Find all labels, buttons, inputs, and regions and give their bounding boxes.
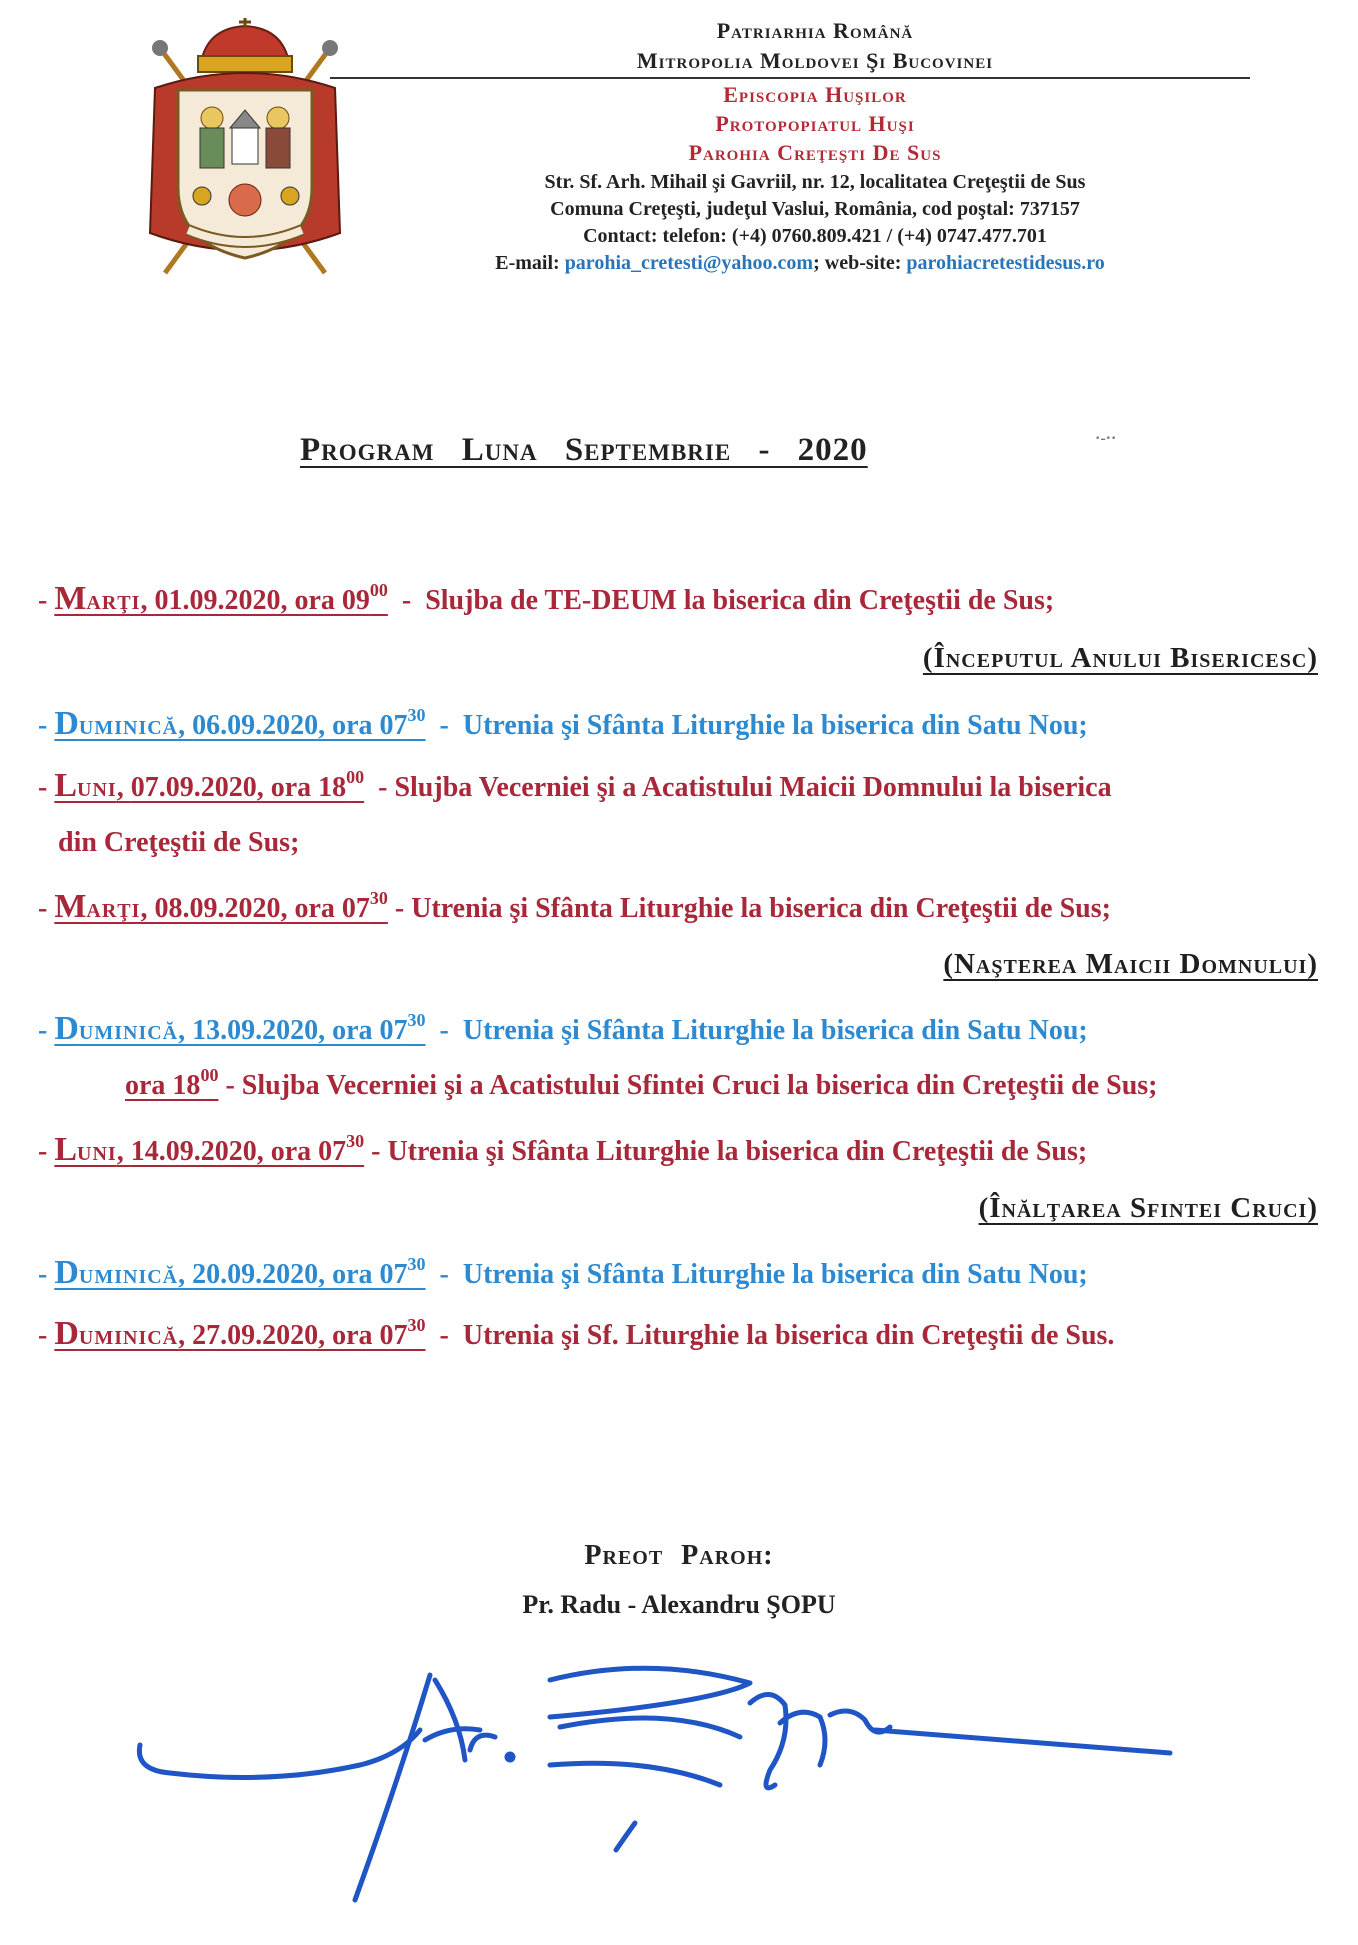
entry-extra-time: ora $18^{00}$	[125, 1065, 219, 1101]
schedule-entry: - Marţi, 08.09.2020, ora $07^{30}$ - Utrenia şi Sfânta Liturghie la biserica din Creţeştii de Sus;	[38, 888, 1111, 925]
entry-date: Marţi, 08.09.2020, ora $07^{30}$	[54, 888, 388, 925]
entry-date: Marţi, 01.09.2020, ora $09^{00}$	[54, 580, 388, 617]
header-parish: Parohia Creţeşti De Sus	[688, 140, 942, 165]
schedule-entry: - Duminică, 06.09.2020, ora $07^{30}$ - Utrenia şi Sfânta Liturghie la biserica din Satu Nou;	[38, 705, 1088, 742]
church-crest-logo	[140, 18, 350, 288]
entry-date: Luni, 07.09.2020, ora $18^{00}$	[54, 767, 365, 804]
email-link[interactable]: parohia_cretesti@yahoo.com	[564, 252, 814, 274]
schedule-entry-extra: ora $18^{00}$ - Slujba Vecerniei şi a Acatistului Sfintei Cruci la biserica din Creţeştii de Sus;	[125, 1065, 1158, 1101]
entry-date: Luni, 14.09.2020, ora $07^{30}$	[54, 1131, 365, 1168]
entry-description: Utrenia şi Sf. Liturghie la biserica din Creţeştii de Sus.	[462, 1320, 1115, 1351]
email-label: E-mail:	[495, 252, 560, 274]
entry-description: Utrenia şi Sfânta Liturghie la biserica din Satu Nou;	[462, 1259, 1088, 1290]
entry-description-continued: din Creţeştii de Sus;	[58, 827, 300, 858]
schedule-entry: - Luni, 14.09.2020, ora $07^{30}$ - Utrenia şi Sfânta Liturghie la biserica din Creţeştii de Sus;	[38, 1131, 1088, 1168]
entry-description: Utrenia şi Sfânta Liturghie la biserica din Satu Nou;	[462, 710, 1088, 741]
signature-name: Pr. Radu - Alexandru ŞOPU	[522, 1590, 836, 1619]
header-contact-phones: Contact: telefon: (+4) 0760.809.421 / (+4) 0747.477.701	[583, 225, 1047, 247]
header-rule	[330, 77, 1250, 79]
handwritten-signature	[130, 1645, 1180, 1945]
header-deanery: Protopopiatul Huşi	[715, 111, 915, 136]
entry-description: Slujba Vecerniei şi a Acatistului Maicii Domnului la biserica	[394, 772, 1112, 803]
header-metropolis: Mitropolia Moldovei Şi Bucovinei	[636, 48, 994, 73]
header-patriarchate: Patriarhia Română	[716, 18, 914, 43]
header-diocese: Episcopia Huşilor	[723, 82, 907, 107]
program-title: Program Luna Septembrie - 2020	[300, 432, 868, 468]
schedule-entry: - Luni, 07.09.2020, ora $18^{00}$ - Slujba Vecerniei şi a Acatistului Maicii Domnului la biserica	[38, 767, 1112, 804]
entry-date: Duminică, 27.09.2020, ora $07^{30}$	[54, 1315, 426, 1352]
schedule-entry: - Duminică, 20.09.2020, ora $07^{30}$ - Utrenia şi Sfânta Liturghie la biserica din Satu Nou;	[38, 1254, 1088, 1291]
signature-role: Preot Paroh:	[584, 1540, 774, 1571]
schedule-entry: - Duminică, 27.09.2020, ora $07^{30}$ - Utrenia şi Sf. Liturghie la biserica din Creţeştii de Sus.	[38, 1315, 1115, 1352]
entry-description: Utrenia şi Sfânta Liturghie la biserica din Satu Nou;	[462, 1015, 1088, 1046]
header-email-web	[300, 252, 1300, 275]
web-link[interactable]: parohiacretestidesus.ro	[906, 252, 1105, 274]
entry-description: Slujba de TE-DEUM la biserica din Creţeştii de Sus;	[425, 585, 1055, 616]
entry-date: Duminică, 20.09.2020, ora $07^{30}$	[54, 1254, 426, 1291]
email-separator: ;	[813, 252, 820, 274]
note-exaltation-cross: (Înălţarea Sfintei Cruci)	[978, 1192, 1318, 1224]
entry-description: Utrenia şi Sfânta Liturghie la biserica din Creţeştii de Sus;	[411, 893, 1111, 924]
note-start-church-year: (Începutul Anului Bisericesc)	[922, 642, 1318, 674]
note-nativity-theotokos: (Naşterea Maicii Domnului)	[943, 948, 1318, 980]
header-address-commune: Comuna Creţeşti, judeţul Vaslui, România, cod poştal: 737157	[550, 198, 1080, 220]
title-dots: ·-··	[1095, 430, 1117, 447]
web-label: web-site:	[824, 252, 902, 274]
schedule-entry: - Duminică, 13.09.2020, ora $07^{30}$ - Utrenia şi Sfânta Liturghie la biserica din Satu Nou;	[38, 1010, 1088, 1047]
entry-extra-description: Slujba Vecerniei şi a Acatistului Sfintei Cruci la biserica din Creţeştii de Sus;	[241, 1070, 1158, 1101]
header-address-street: Str. Sf. Arh. Mihail şi Gavriil, nr. 12, localitatea Creţeştii de Sus	[544, 171, 1086, 193]
entry-date: Duminică, 06.09.2020, ora $07^{30}$	[54, 705, 426, 742]
schedule-entry: - Marţi, 01.09.2020, ora $09^{00}$ - Slujba de TE-DEUM la biserica din Creţeştii de Sus;	[38, 580, 1055, 617]
entry-description: Utrenia şi Sfânta Liturghie la biserica din Creţeştii de Sus;	[387, 1136, 1088, 1167]
entry-date: Duminică, 13.09.2020, ora $07^{30}$	[54, 1010, 426, 1047]
